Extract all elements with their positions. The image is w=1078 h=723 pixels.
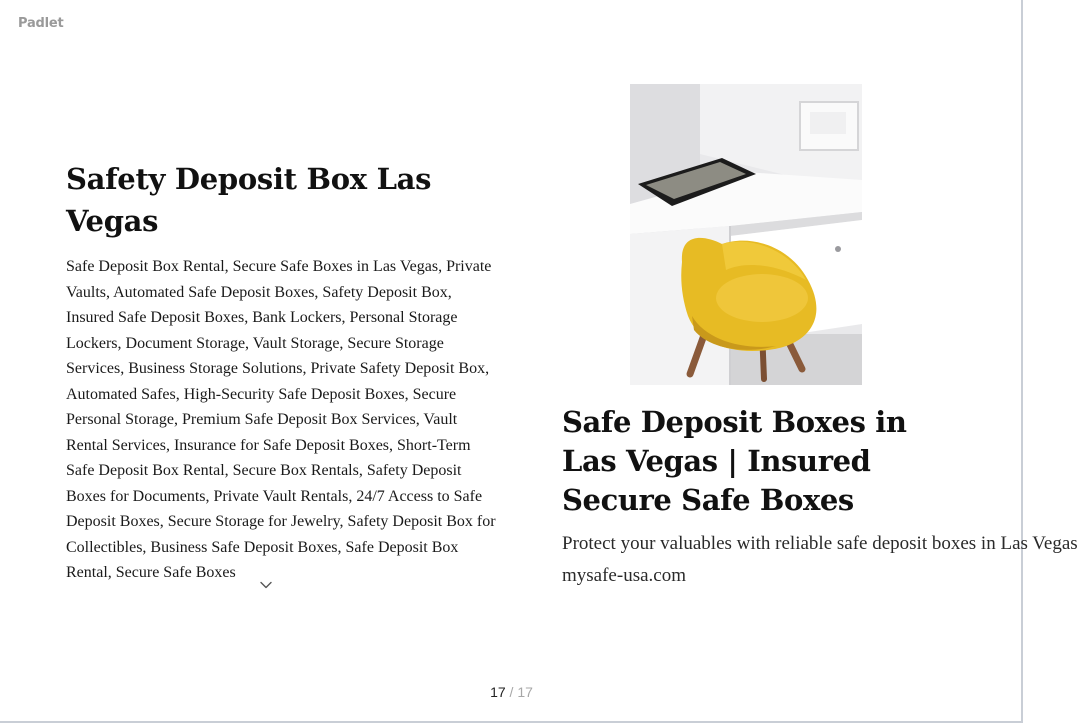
link-description: Protect your valuables with reliable safe deposit boxes in Las Vegas — [562, 533, 1078, 554]
pager-separator: / — [509, 684, 514, 700]
attachment-image[interactable] — [630, 84, 862, 385]
chevron-down-icon[interactable] — [258, 577, 274, 593]
pager-total: 17 — [517, 684, 533, 700]
link-attachment — [562, 84, 1078, 592]
pager-current: 17 — [490, 684, 506, 700]
post-content — [66, 158, 496, 581]
post-title: Safety Deposit Box Las Vegas — [66, 162, 432, 238]
link-title[interactable]: Safe Deposit Boxes in Las Vegas | Insured Secure Safe Boxes — [562, 405, 907, 517]
padlet-logo[interactable]: Padlet — [18, 16, 64, 31]
post-body: Safe Deposit Box Rental, Secure Safe Boxes in Las Vegas, Private Vaults, Automated Safe Deposit Boxes, Safety Deposit Box, Insured Safe Deposit Boxes, Bank Lockers, Personal Storage Lockers, Document Storage, Vault Storage, Secure Storage Services, Business Storage Solutions, Private Safety Deposit Box, Automated Safes, High-Security Safe Deposit Boxes, Secure Personal Storage, Premium Safe Deposit Box Services, Vault Rental Services, Insurance for Safe Deposit Boxes, Short-Term Safe Deposit Box Rental, Secure Box Rentals, Safety Deposit Boxes for Documents, Private Vault Rentals, 24/7 Access to Safe Deposit Boxes, Secure Storage for Jewelry, Safety Deposit Box for Collectibles, Business Safe Deposit Boxes, Safe Deposit Box Rental, Secure Safe Boxes — [66, 258, 496, 581]
link-domain[interactable]: mysafe-usa.com — [562, 565, 686, 586]
slide-pager — [0, 684, 1023, 700]
